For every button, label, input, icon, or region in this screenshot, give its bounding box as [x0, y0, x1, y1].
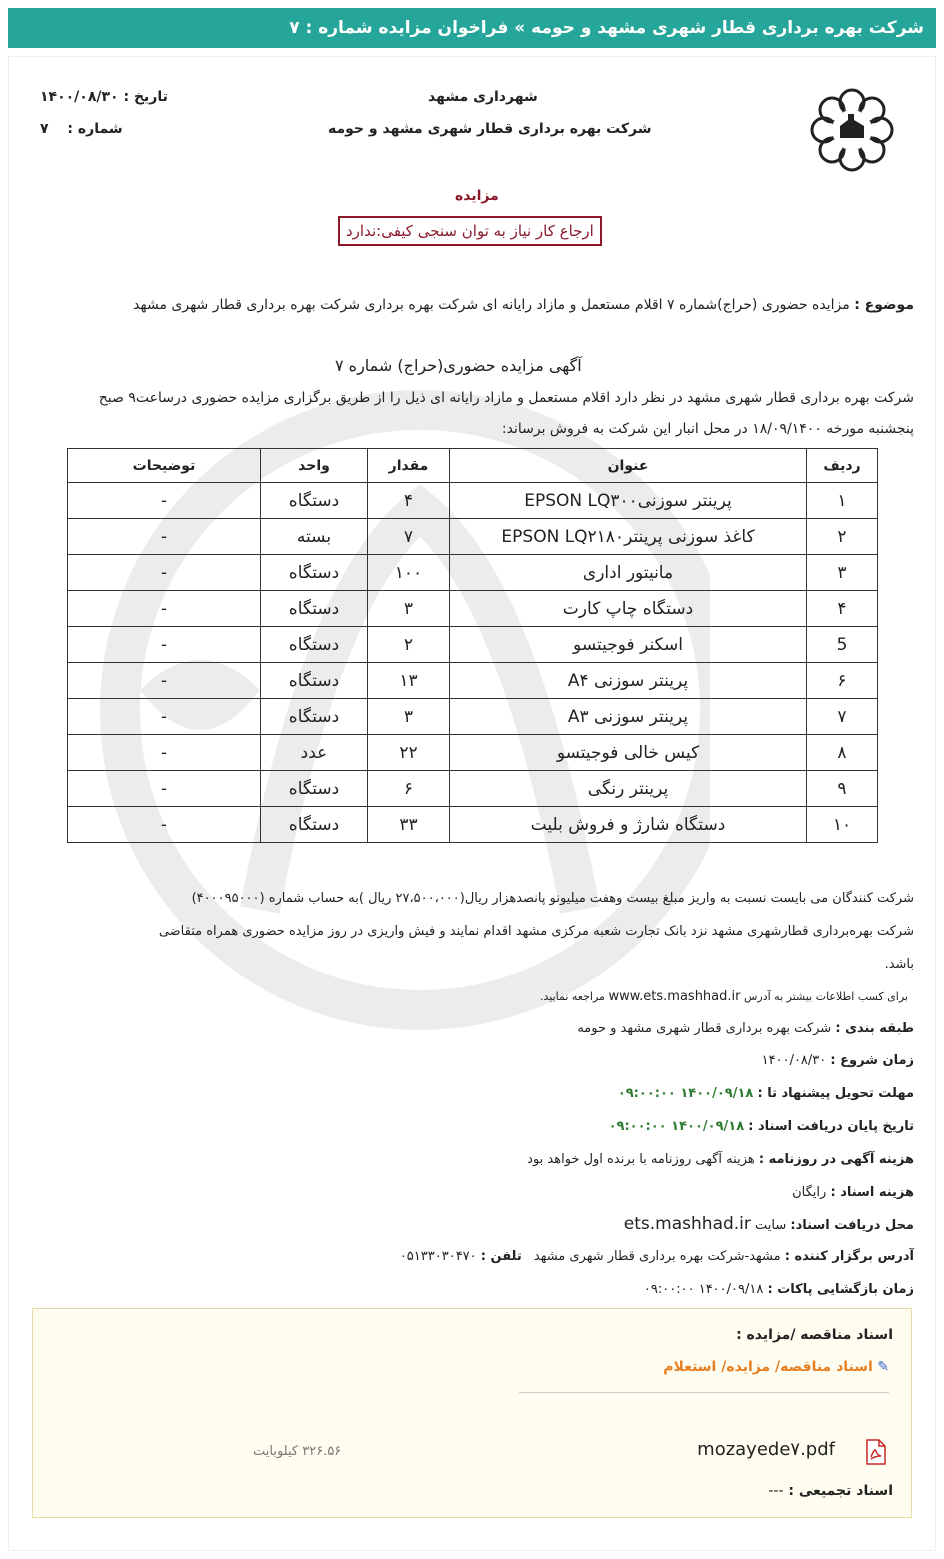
number-label: شماره :	[67, 121, 123, 137]
ad-cost-value: هزینه آگهی روزنامه با برنده اول خواهد بود	[527, 1152, 755, 1167]
table-row	[68, 519, 878, 555]
row-number: ۷	[807, 699, 878, 735]
table-row	[68, 807, 878, 843]
more-info-pre: برای کسب اطلاعات بیشتر به آدرس	[743, 990, 908, 1003]
item-quantity: ۶	[368, 771, 450, 807]
intro-line-1: شرکت بهره برداری قطار شهری مشهد در نظر دارد اقلام مستعمل و مازاد رایانه ای ذیل را از طریق برگزاری مزایده حضوری درساعت۹ صبح	[98, 390, 914, 406]
deadline-value: ۱۴۰۰/۰۹/۱۸ ۰۹:۰۰:۰۰	[617, 1086, 754, 1101]
item-unit: دستگاه	[261, 627, 368, 663]
item-quantity: ۲۲	[368, 735, 450, 771]
ad-cost-line	[527, 1152, 914, 1167]
table-row	[68, 483, 878, 519]
date-label: تاریخ :	[123, 89, 168, 105]
header-title: عنوان	[450, 449, 807, 483]
items-table	[67, 448, 878, 843]
item-unit: بسته	[261, 519, 368, 555]
item-notes: -	[68, 483, 261, 519]
address-label: آدرس برگزار کننده :	[784, 1249, 914, 1264]
item-title: مانیتور اداری	[450, 555, 807, 591]
header-unit: واحد	[261, 449, 368, 483]
doc-place-url[interactable]: ets.mashhad.ir	[623, 1214, 751, 1234]
item-unit: دستگاه	[261, 591, 368, 627]
ad-cost-label: هزینه آگهی در روزنامه :	[758, 1152, 914, 1167]
number-value: ۷	[40, 121, 49, 137]
date-value: ۱۴۰۰/۰۸/۳۰	[40, 89, 119, 105]
row-number: ۱	[807, 483, 878, 519]
item-quantity: ۱۳	[368, 663, 450, 699]
item-notes: -	[68, 807, 261, 843]
category-value: شرکت بهره برداری قطار شهری مشهد و حومه	[577, 1021, 832, 1036]
deadline-label: مهلت تحویل پیشنهاد تا :	[757, 1086, 914, 1101]
item-title: کیس خالی فوجیتسو	[450, 735, 807, 771]
pdf-file-icon[interactable]	[863, 1439, 887, 1465]
item-quantity: ۳	[368, 699, 450, 735]
subject-label: موضوع :	[854, 297, 914, 313]
item-notes: -	[68, 663, 261, 699]
date-line	[40, 89, 168, 105]
pdf-file-size: ۳۲۶.۵۶ کیلوبایت	[253, 1444, 342, 1459]
summary-docs-line	[768, 1483, 893, 1499]
attachments-link[interactable]	[663, 1359, 889, 1375]
notice-heading: آگهی مزایده حضوری(حراج) شماره ۷	[335, 356, 582, 375]
summary-docs-value: ---	[768, 1483, 784, 1499]
deadline-line	[618, 1086, 914, 1101]
address-line	[400, 1249, 914, 1264]
opening-label: زمان بازگشایی پاکات :	[767, 1282, 914, 1297]
item-quantity: ۲	[368, 627, 450, 663]
phone-label: تلفن :	[480, 1249, 522, 1264]
phone-value: ۰۵۱۳۳۰۳۰۴۷۰	[399, 1249, 477, 1264]
table-row	[68, 555, 878, 591]
opening-line	[644, 1282, 914, 1297]
number-line	[40, 121, 123, 137]
attachments-panel	[32, 1308, 912, 1518]
docs-end-value: ۱۴۰۰/۰۹/۱۸ ۰۹:۰۰:۰۰	[608, 1119, 745, 1134]
item-title: کاغذ سوزنی پرینترEPSON LQ۲۱۸۰	[450, 519, 807, 555]
item-notes: -	[68, 771, 261, 807]
attachments-label: اسناد مناقصه /مزایده :	[736, 1327, 893, 1343]
doc-cost-line	[792, 1185, 914, 1200]
subject-line	[133, 297, 914, 313]
category-label: طبقه بندی :	[835, 1021, 914, 1036]
deposit-line-2: شرکت بهره‌برداری قطارشهری مشهد نزد بانک تجارت شعبه مرکزی مشهد اقدام نمایند و فیش واریزی در روز مزایده حضوری همراه متقاضی	[158, 924, 914, 939]
row-number: ۸	[807, 735, 878, 771]
item-notes: -	[68, 627, 261, 663]
item-notes: -	[68, 699, 261, 735]
table-row	[68, 591, 878, 627]
start-label: زمان شروع :	[830, 1053, 914, 1068]
category-line	[577, 1021, 914, 1036]
more-info-line	[540, 989, 908, 1004]
item-notes: -	[68, 555, 261, 591]
table-row	[68, 663, 878, 699]
edit-pencil-icon: ✎	[877, 1359, 889, 1375]
start-line	[762, 1053, 914, 1068]
municipality-logo-icon	[806, 84, 898, 176]
deposit-line-3: باشد.	[884, 957, 914, 972]
doc-cost-value: رایگان	[792, 1185, 827, 1200]
org-company: شرکت بهره برداری قطار شهری مشهد و حومه	[328, 121, 652, 137]
item-unit: دستگاه	[261, 807, 368, 843]
item-unit: عدد	[261, 735, 368, 771]
row-number: ۹	[807, 771, 878, 807]
item-title: دستگاه چاپ کارت	[450, 591, 807, 627]
item-title: پرینتر رنگی	[450, 771, 807, 807]
table-header-row	[68, 449, 878, 483]
item-title: اسکنر فوجیتسو	[450, 627, 807, 663]
tender-docs-link[interactable]: اسناد مناقصه/ مزایده/ استعلام	[663, 1359, 873, 1375]
page-title-bar	[8, 8, 936, 48]
table-row	[68, 627, 878, 663]
row-number: 5	[807, 627, 878, 663]
item-notes: -	[68, 735, 261, 771]
doc-cost-label: هزینه اسناد :	[830, 1185, 914, 1200]
item-unit: دستگاه	[261, 555, 368, 591]
docs-end-label: تاریخ پایان دریافت اسناد :	[748, 1119, 914, 1134]
item-unit: دستگاه	[261, 699, 368, 735]
item-notes: -	[68, 591, 261, 627]
item-quantity: ۳	[368, 591, 450, 627]
deposit-line-1: شرکت کنندگان می بایست نسبت به واریز مبلغ بیست وهفت میلیونو پانصدهزار ریال(۲۷،۵۰۰،۰۰۰ ریال )به حساب شماره (۴۰۰۰۹۵۰۰۰)	[191, 891, 914, 906]
org-municipality: شهرداری مشهد	[428, 89, 538, 105]
quality-note-box: ارجاع کار نیاز به توان سنجی کیفی:ندارد	[338, 216, 602, 246]
doc-place-label: محل دریافت اسناد:	[790, 1218, 914, 1233]
item-title: پرینتر سوزنی A۴	[450, 663, 807, 699]
subject-text: مزایده حضوری (حراج)شماره ۷ اقلام مستعمل و مازاد رایانه ای شرکت بهره برداری شرکت بهره برداری قطار شهری مشهد	[133, 297, 850, 313]
page-title: شرکت بهره برداری قطار شهری مشهد و حومه » فراخوان مزایده شماره : ۷	[289, 18, 924, 38]
header-notes: توضیحات	[68, 449, 261, 483]
item-title: پرینتر سوزنیEPSON LQ۳۰۰	[450, 483, 807, 519]
more-info-url[interactable]: www.ets.mashhad.ir	[608, 989, 741, 1004]
opening-value: ۱۴۰۰/۰۹/۱۸ ۰۹:۰۰:۰۰	[643, 1282, 764, 1297]
summary-docs-label: اسناد تجمیعی :	[788, 1483, 893, 1499]
table-row	[68, 699, 878, 735]
pdf-file-name[interactable]: mozayede۷.pdf	[697, 1439, 835, 1460]
table-row	[68, 771, 878, 807]
row-number: ۲	[807, 519, 878, 555]
doc-place-pre: سایت	[755, 1218, 787, 1233]
item-quantity: ۷	[368, 519, 450, 555]
item-quantity: ۳۳	[368, 807, 450, 843]
more-info-post: مراجعه نمایید.	[540, 990, 605, 1003]
row-number: ۶	[807, 663, 878, 699]
item-unit: دستگاه	[261, 483, 368, 519]
item-unit: دستگاه	[261, 771, 368, 807]
row-number: ۱۰	[807, 807, 878, 843]
row-number: ۳	[807, 555, 878, 591]
doc-place-line	[624, 1214, 914, 1234]
start-value: ۱۴۰۰/۰۸/۳۰	[761, 1053, 827, 1068]
row-number: ۴	[807, 591, 878, 627]
item-quantity: ۱۰۰	[368, 555, 450, 591]
item-notes: -	[68, 519, 261, 555]
header-quantity: مقدار	[368, 449, 450, 483]
table-row	[68, 735, 878, 771]
intro-line-2: پنجشنبه مورخه ۱۸/۰۹/۱۴۰۰ در محل انبار این شرکت به فروش برساند:	[501, 421, 914, 437]
item-title: پرینتر سوزنی A۳	[450, 699, 807, 735]
header-row-number: ردیف	[807, 449, 878, 483]
docs-end-line	[609, 1119, 914, 1134]
item-quantity: ۴	[368, 483, 450, 519]
address-value: مشهد-شرکت بهره برداری قطار شهری مشهد	[533, 1249, 781, 1264]
item-title: دستگاه شارژ و فروش بلیت	[450, 807, 807, 843]
notice-type: مزایده	[455, 188, 499, 204]
item-unit: دستگاه	[261, 663, 368, 699]
